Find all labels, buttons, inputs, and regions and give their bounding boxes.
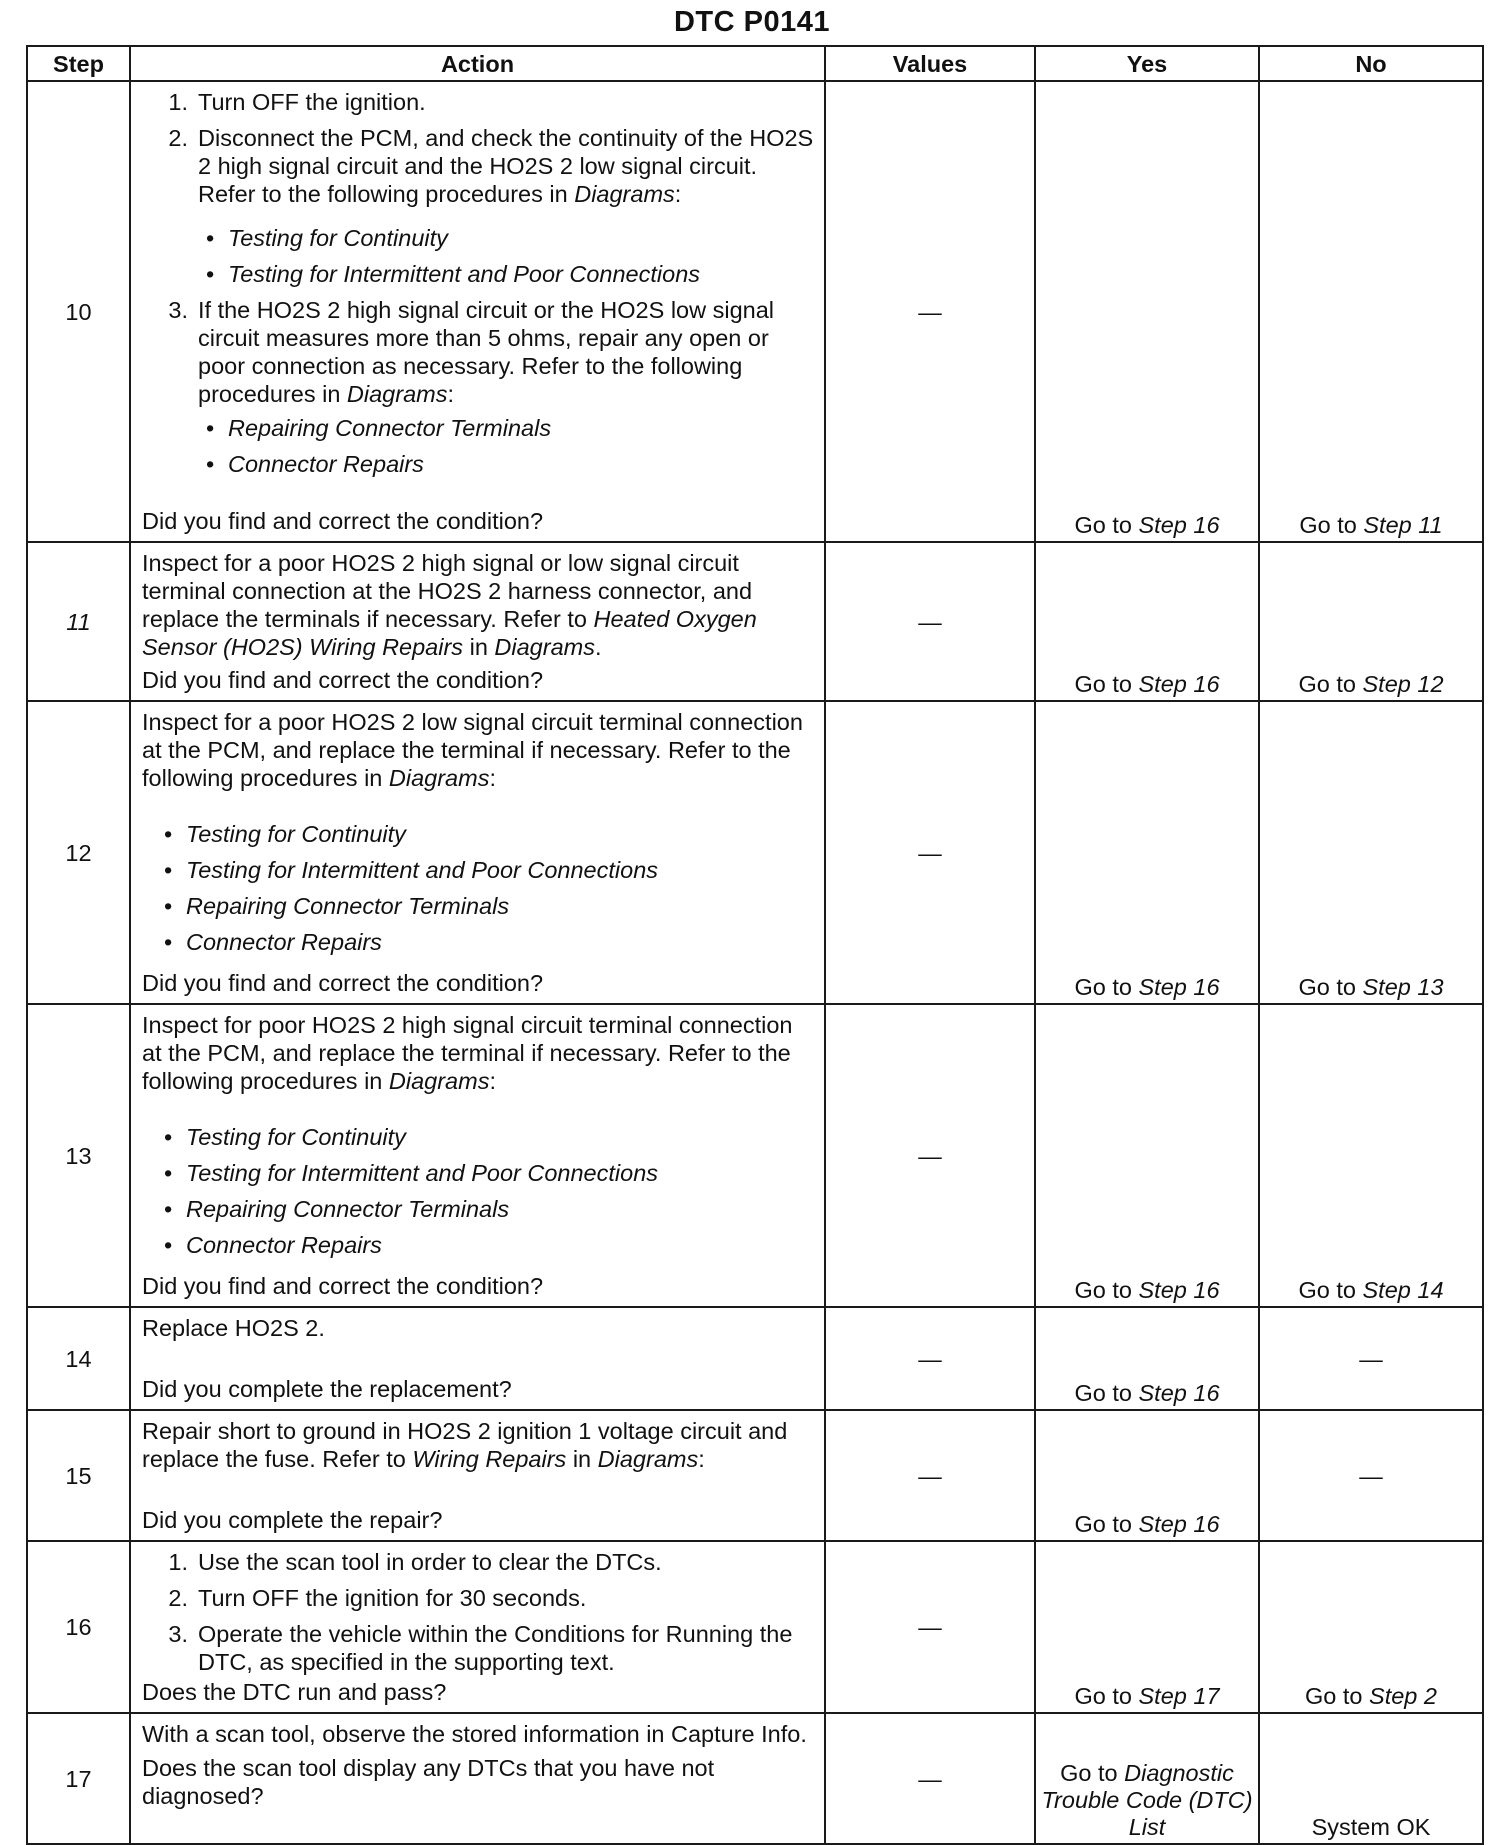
bullet-text: Testing for Intermittent and Poor Connections — [186, 1160, 659, 1186]
goto-target: Step 2 — [1369, 1683, 1437, 1709]
goto-target: Step 16 — [1138, 512, 1220, 538]
bullet-list — [206, 414, 816, 478]
numbered-list — [142, 88, 816, 486]
ref-diagrams: Diagrams — [494, 634, 595, 660]
list-item: 1. Turn OFF the ignition. — [142, 88, 816, 116]
bullet-text: Testing for Continuity — [186, 821, 406, 847]
list-item: • Testing for Intermittent and Poor Connections — [164, 1160, 659, 1186]
step-number: 12 — [27, 701, 130, 1004]
goto-label: Go to — [1074, 671, 1132, 697]
goto-label: Go to — [1305, 1683, 1363, 1709]
goto-target: Step 17 — [1138, 1683, 1220, 1709]
list-item: • Repairing Connector Terminals — [164, 1196, 510, 1222]
header-action: Action — [130, 46, 825, 81]
no-cell — [1259, 1004, 1483, 1307]
goto-label: Go to — [1074, 1380, 1132, 1406]
header-row — [27, 46, 1483, 81]
question-text: Did you find and correct the condition? — [142, 1273, 544, 1299]
yes-cell — [1035, 1713, 1259, 1844]
table-row — [27, 1541, 1483, 1713]
bullet-list — [164, 1123, 816, 1259]
table-row — [27, 81, 1483, 542]
list-item: • Testing for Intermittent and Poor Connections — [164, 857, 659, 883]
goto-label: Go to — [1299, 512, 1357, 538]
goto-target: Step 11 — [1363, 512, 1443, 538]
question-text: Does the scan tool display any DTCs that you have not diagnosed? — [142, 1755, 715, 1809]
values-cell: — — [825, 1307, 1035, 1410]
action-cell — [130, 81, 825, 542]
item-text: Turn OFF the ignition. — [198, 89, 426, 115]
goto-target: Diagnostic Trouble Code (DTC) List — [1041, 1760, 1253, 1840]
action-cell — [130, 542, 825, 701]
ref-diagrams: Diagrams — [388, 765, 490, 791]
action-text: Inspect for a poor HO2S 2 high signal or low signal circuit terminal connection at the HO2S 2 harness connector, and replace the terminals if necessary. Refer to Heated Oxygen Sensor (HO2S) Wiring Repairs in Diagrams. — [142, 550, 757, 660]
list-item: • Repairing Connector Terminals — [164, 893, 510, 919]
question-text: Did you find and correct the condition? — [142, 508, 544, 534]
no-cell: System OK — [1259, 1713, 1483, 1844]
list-item: • Connector Repairs — [206, 451, 424, 477]
bullet-text: Testing for Intermittent and Poor Connections — [228, 261, 701, 287]
no-cell — [1259, 701, 1483, 1004]
action-text: Inspect for a poor HO2S 2 low signal circuit terminal connection at the PCM, and replace the terminal if necessary. Refer to the following procedures in Diagrams: — [142, 709, 803, 791]
step-number: 10 — [27, 81, 130, 542]
step-number: 11 — [27, 542, 130, 701]
bullet-text: Repairing Connector Terminals — [186, 1196, 510, 1222]
values-cell: — — [825, 1541, 1035, 1713]
list-item: • Testing for Intermittent and Poor Connections — [206, 261, 701, 287]
list-item: 1. Use the scan tool in order to clear the DTCs. — [142, 1548, 816, 1576]
yes-cell — [1035, 81, 1259, 542]
list-item: • Repairing Connector Terminals — [206, 415, 552, 441]
yes-cell — [1035, 542, 1259, 701]
list-item: • Connector Repairs — [164, 1232, 382, 1258]
item-text: Use the scan tool in order to clear the DTCs. — [198, 1549, 662, 1575]
list-item: 2. Disconnect the PCM, and check the continuity of the HO2S 2 high signal circuit and the HO2S 2 low signal circuit. Refer to the following procedures in Diagrams: • Testing for Continuity • Testing for Intermittent and Poor Connections — [142, 124, 816, 288]
text-part: in — [469, 634, 488, 660]
dtc-table — [26, 45, 1484, 1845]
action-cell — [130, 701, 825, 1004]
numbered-list — [142, 1548, 816, 1676]
step-number: 17 — [27, 1713, 130, 1844]
yes-cell — [1035, 1410, 1259, 1541]
goto-label: Go to — [1074, 1683, 1132, 1709]
list-item: • Connector Repairs — [164, 929, 382, 955]
values-cell: — — [825, 81, 1035, 542]
action-text: Inspect for poor HO2S 2 high signal circuit terminal connection at the PCM, and replace the terminal if necessary. Refer to the following procedures in Diagrams: — [142, 1012, 793, 1094]
ref-title: Wiring Repairs — [412, 1446, 567, 1472]
bullet-text: Connector Repairs — [228, 451, 424, 477]
action-cell — [130, 1713, 825, 1844]
goto-target: Step 16 — [1138, 671, 1220, 697]
bullet-text: Repairing Connector Terminals — [186, 893, 510, 919]
goto-label: Go to — [1060, 1760, 1118, 1786]
no-cell: — — [1259, 1410, 1483, 1541]
table-row — [27, 1307, 1483, 1410]
ref-diagrams: Diagrams — [346, 381, 448, 407]
values-cell: — — [825, 1004, 1035, 1307]
table-row — [27, 701, 1483, 1004]
action-text: Replace HO2S 2. — [142, 1315, 325, 1341]
yes-cell — [1035, 1541, 1259, 1713]
goto-target: Step 13 — [1362, 974, 1444, 1000]
step-number: 14 — [27, 1307, 130, 1410]
action-cell — [130, 1541, 825, 1713]
item-text: Operate the vehicle within the Conditions for Running the DTC, as specified in the supporting text. — [198, 1621, 793, 1675]
no-cell: — — [1259, 1307, 1483, 1410]
bullet-text: Connector Repairs — [186, 929, 382, 955]
action-cell — [130, 1410, 825, 1541]
item-text: If the HO2S 2 high signal circuit or the HO2S low signal circuit measures more than 5 ohms, repair any open or poor connection as necessary. Refer to the following procedures in — [198, 297, 775, 407]
table-row — [27, 1713, 1483, 1844]
action-cell — [130, 1307, 825, 1410]
table-row — [27, 542, 1483, 701]
goto-label: Go to — [1298, 974, 1356, 1000]
table-row — [27, 1410, 1483, 1541]
goto-label: Go to — [1298, 671, 1356, 697]
goto-target: Step 16 — [1138, 1380, 1220, 1406]
bullet-text: Connector Repairs — [186, 1232, 382, 1258]
text-part: Inspect for a poor HO2S 2 high signal or low signal circuit terminal connection at the HO2S 2 harness connector, and replace the terminals if necessary. Refer to — [142, 550, 753, 632]
goto-label: Go to — [1074, 512, 1132, 538]
step-number: 13 — [27, 1004, 130, 1307]
ref-diagrams: Diagrams — [574, 181, 675, 207]
action-text: With a scan tool, observe the stored information in Capture Info. — [142, 1721, 807, 1747]
goto-label: Go to — [1074, 1511, 1132, 1537]
goto-target: Step 16 — [1138, 1511, 1220, 1537]
goto-target: Step 14 — [1362, 1277, 1444, 1303]
step-number: 16 — [27, 1541, 130, 1713]
ref-diagrams: Diagrams — [388, 1068, 490, 1094]
list-item: 3. Operate the vehicle within the Conditions for Running the DTC, as specified in the supporting text. — [142, 1620, 816, 1676]
yes-cell — [1035, 1004, 1259, 1307]
item-text: Disconnect the PCM, and check the continuity of the HO2S 2 high signal circuit and the HO2S 2 low signal circuit. Refer to the following procedures in — [198, 125, 814, 207]
question-text: Did you find and correct the condition? — [142, 667, 544, 693]
list-item: 3. If the HO2S 2 high signal circuit or the HO2S low signal circuit measures more than 5 ohms, repair any open or poor connection as necessary. Refer to the following procedures in Diagrams: • Repairing Connector Terminals • Connector Repairs — [142, 296, 816, 478]
goto-label: Go to — [1074, 974, 1132, 1000]
yes-cell — [1035, 701, 1259, 1004]
values-cell: — — [825, 1713, 1035, 1844]
goto-target: Step 16 — [1138, 974, 1220, 1000]
header-step: Step — [27, 46, 130, 81]
question-text: Did you find and correct the condition? — [142, 970, 544, 996]
text-part: Inspect for a poor HO2S 2 low signal circuit terminal connection at the PCM, and replace the terminal if necessary. Refer to the following procedures in — [142, 709, 803, 791]
header-no: No — [1259, 46, 1483, 81]
page-title: DTC P0141 — [673, 6, 830, 38]
action-cell — [130, 1004, 825, 1307]
header-values: Values — [825, 46, 1035, 81]
bullet-text: Testing for Continuity — [186, 1124, 406, 1150]
bullet-text: Testing for Continuity — [228, 225, 448, 251]
text-part: Inspect for poor HO2S 2 high signal circuit terminal connection at the PCM, and replace the terminal if necessary. Refer to the following procedures in — [142, 1012, 793, 1094]
no-cell — [1259, 1541, 1483, 1713]
step-number: 15 — [27, 1410, 130, 1541]
text-part: Repair short to ground in HO2S 2 ignition 1 voltage circuit and replace the fuse. Refer to — [142, 1418, 788, 1472]
values-cell: — — [825, 542, 1035, 701]
list-item: 2. Turn OFF the ignition for 30 seconds. — [142, 1584, 816, 1612]
question-text: Did you complete the repair? — [142, 1507, 443, 1533]
item-text: Turn OFF the ignition for 30 seconds. — [198, 1585, 587, 1611]
bullet-list — [164, 820, 816, 956]
list-item: • Testing for Continuity — [164, 1124, 406, 1150]
bullet-text: Repairing Connector Terminals — [228, 415, 552, 441]
text-part: in — [572, 1446, 592, 1472]
goto-label: Go to — [1298, 1277, 1356, 1303]
ref-diagrams: Diagrams — [597, 1446, 699, 1472]
no-cell — [1259, 81, 1483, 542]
values-cell: — — [825, 1410, 1035, 1541]
ref-title: Heated Oxygen Sensor (HO2S) Wiring Repairs — [142, 606, 757, 660]
goto-target: Step 12 — [1362, 671, 1444, 697]
bullet-list — [206, 224, 816, 288]
yes-cell — [1035, 1307, 1259, 1410]
list-item: • Testing for Continuity — [206, 225, 448, 251]
header-yes: Yes — [1035, 46, 1259, 81]
bullet-text: Testing for Intermittent and Poor Connections — [186, 857, 659, 883]
no-cell — [1259, 542, 1483, 701]
action-text: Repair short to ground in HO2S 2 ignition 1 voltage circuit and replace the fuse. Refer to Wiring Repairs in Diagrams: — [142, 1418, 788, 1472]
question-text: Does the DTC run and pass? — [142, 1679, 447, 1705]
table-row — [27, 1004, 1483, 1307]
values-cell: — — [825, 701, 1035, 1004]
list-item: • Testing for Continuity — [164, 821, 406, 847]
goto-target: Step 16 — [1138, 1277, 1220, 1303]
goto-label: Go to — [1074, 1277, 1132, 1303]
question-text: Did you complete the replacement? — [142, 1376, 512, 1402]
